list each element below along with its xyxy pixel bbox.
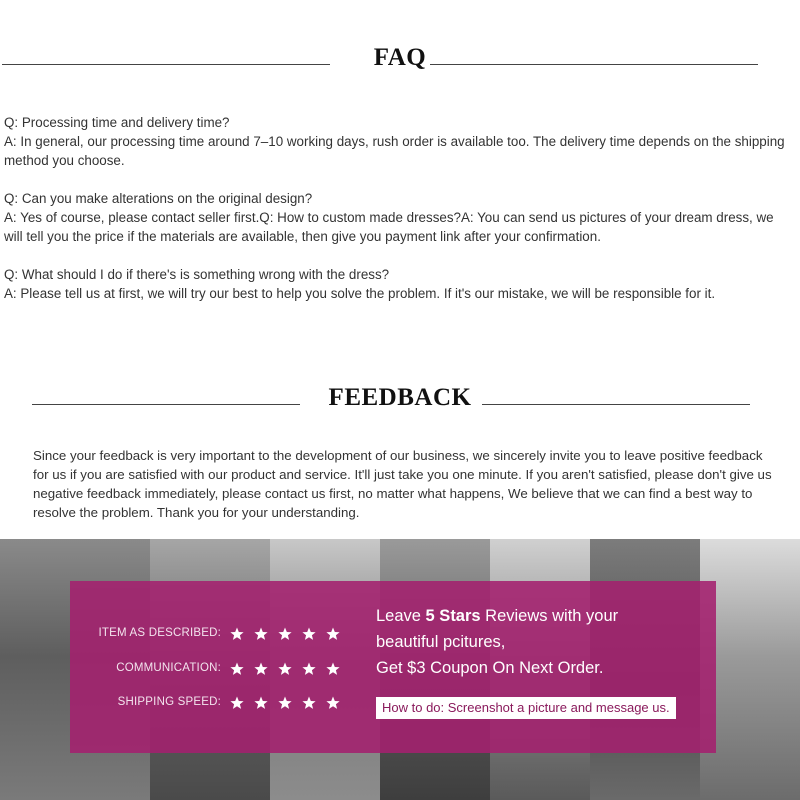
star-icon bbox=[302, 697, 315, 709]
star-rating bbox=[230, 622, 350, 646]
howto-label: How to do: Screenshot a picture and message us. bbox=[376, 697, 676, 719]
star-icon bbox=[278, 663, 291, 675]
rating-label: SHIPPING SPEED: bbox=[117, 696, 221, 708]
faq-rule-right bbox=[430, 64, 758, 65]
feedback-heading-row bbox=[0, 384, 800, 424]
faq-item bbox=[4, 189, 794, 246]
star-icon bbox=[230, 628, 243, 640]
promo-line-1-post: Reviews with your bbox=[480, 607, 619, 625]
promo-line-1-pre: Leave bbox=[376, 607, 426, 625]
feedback-rule-right bbox=[482, 404, 750, 405]
feedback-title: FEEDBACK bbox=[328, 384, 472, 411]
star-icon bbox=[326, 628, 339, 640]
star-rating bbox=[230, 657, 350, 681]
star-icon bbox=[302, 628, 315, 640]
faq-answer: A: Yes of course, please contact seller first.Q: How to custom made dresses?A: You can send us pictures of your dream dress, we will tell you the price if the materials are available, then give you payment link after your confirmation. bbox=[4, 210, 774, 244]
faq-heading-row bbox=[0, 44, 800, 84]
feedback-banner bbox=[0, 539, 800, 800]
rating-panel bbox=[70, 581, 716, 753]
faq-item bbox=[4, 265, 794, 303]
faq-question: Q: Can you make alterations on the original design? bbox=[4, 191, 313, 206]
promo-text bbox=[376, 603, 706, 681]
promo-line-1-bold: 5 Stars bbox=[425, 607, 481, 625]
faq-answer: A: Please tell us at first, we will try our best to help you solve the problem. If it's our mistake, we will be responsible for it. bbox=[4, 286, 716, 301]
star-icon bbox=[278, 697, 291, 709]
faq-list bbox=[4, 113, 794, 322]
promo-line-2: beautiful pcitures, bbox=[376, 633, 506, 651]
promo-line-1 bbox=[376, 603, 706, 629]
faq-question: Q: Processing time and delivery time? bbox=[4, 115, 230, 130]
faq-answer: A: In general, our processing time around 7–10 working days, rush order is available too. The delivery time depends on the shipping method you choose. bbox=[4, 134, 785, 168]
faq-question: Q: What should I do if there's is something wrong with the dress? bbox=[4, 267, 390, 282]
star-icon bbox=[326, 663, 339, 675]
faq-title: FAQ bbox=[373, 44, 427, 71]
star-icon bbox=[326, 697, 339, 709]
faq-item bbox=[4, 113, 794, 170]
star-rating bbox=[230, 691, 350, 715]
promo-line-3: Get $3 Coupon On Next Order. bbox=[376, 659, 604, 677]
feedback-body: Since your feedback is very important to the development of our business, we sincerely invite you to leave positive feedback for us if you are satisfied with our product and service. It'll just take you one minute. If you aren't satisfied, please don't give us negative feedback immediately, please contact us first, no matter what happens, We believe that we can find a best way to resolve the problem. Thank you for your understanding. bbox=[33, 448, 772, 520]
rating-label: ITEM AS DESCRIBED: bbox=[98, 627, 221, 639]
star-icon bbox=[254, 628, 267, 640]
rating-label: COMMUNICATION: bbox=[116, 662, 221, 674]
star-icon bbox=[302, 663, 315, 675]
star-icon bbox=[230, 697, 243, 709]
star-icon bbox=[254, 697, 267, 709]
star-icon bbox=[254, 663, 267, 675]
star-icon bbox=[230, 663, 243, 675]
star-icon bbox=[278, 628, 291, 640]
